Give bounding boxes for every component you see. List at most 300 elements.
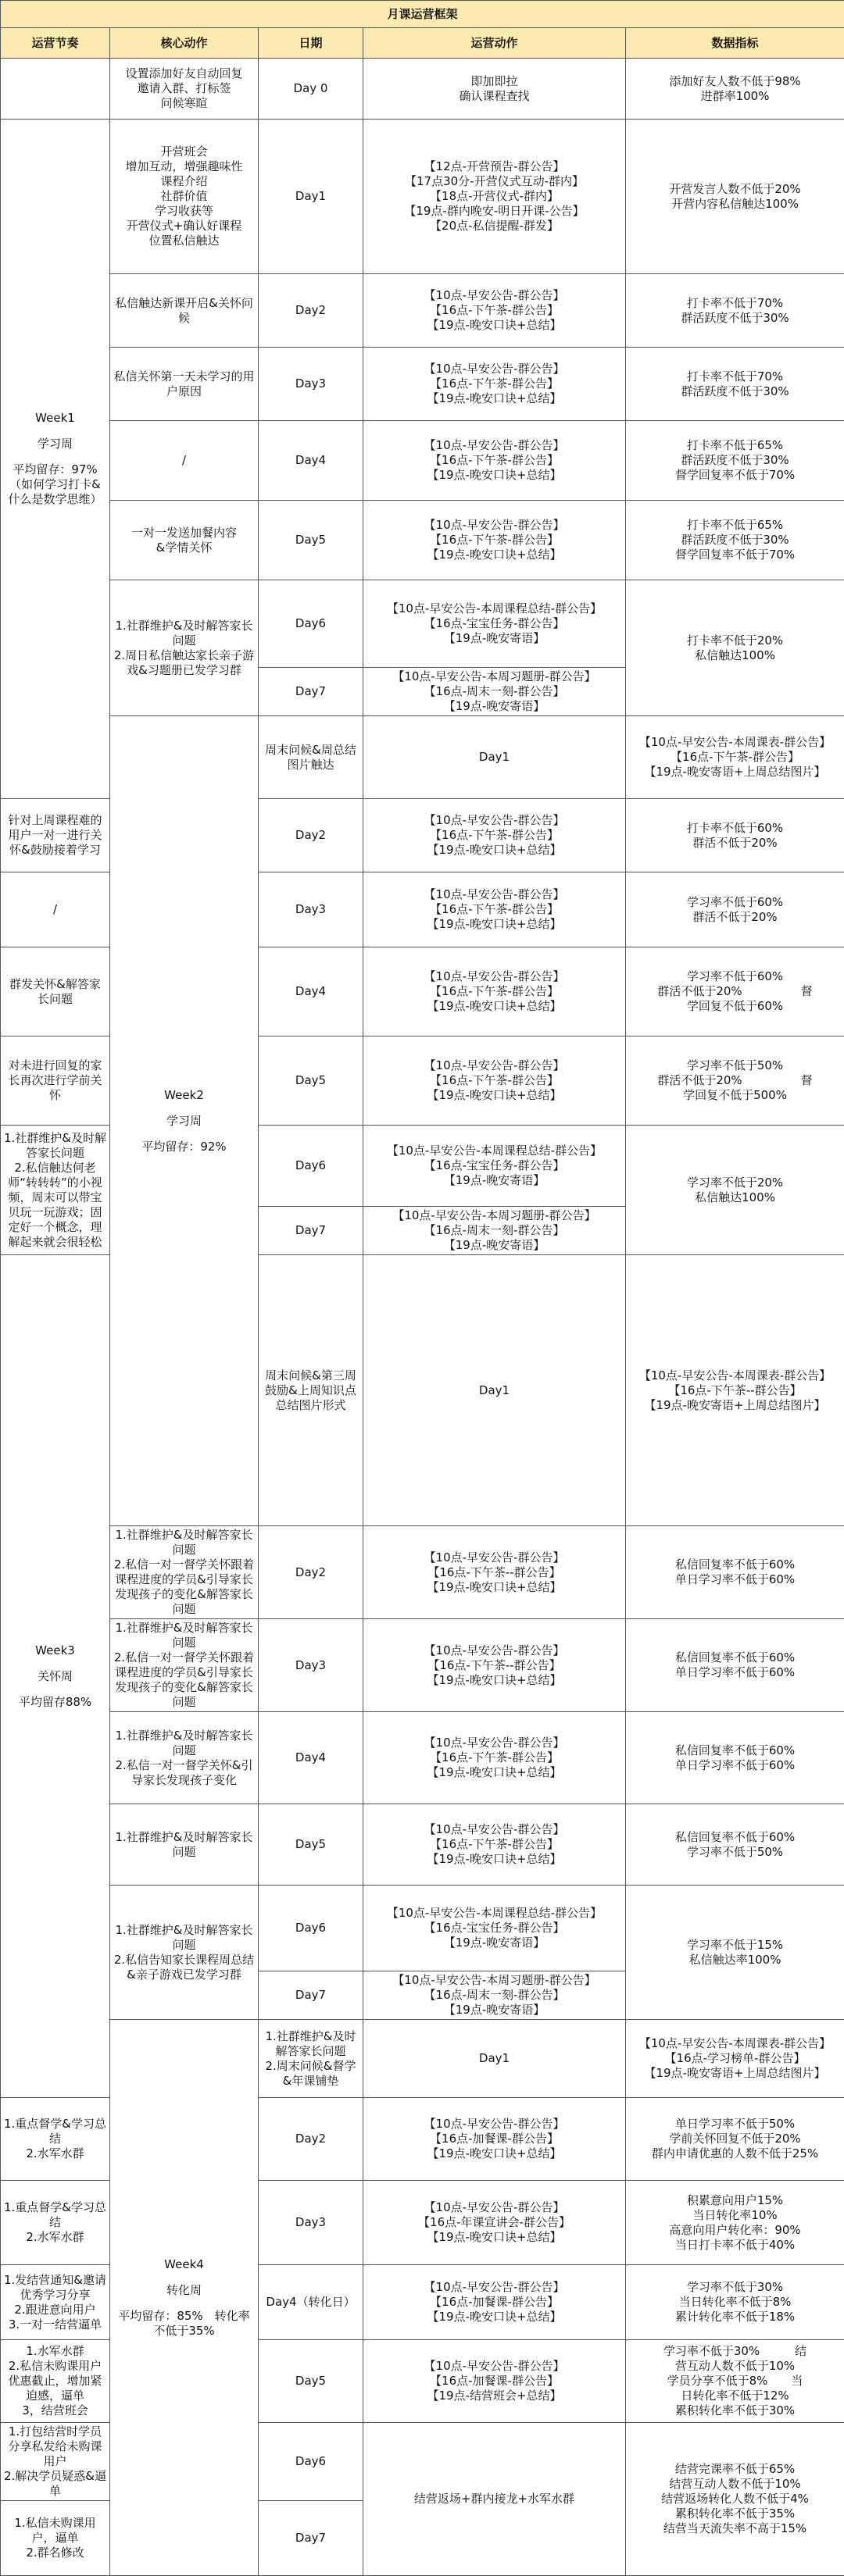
cell-line: 2.私信一对一督学关怀&引导家长发现孩子变化	[113, 1758, 255, 1788]
header-core-action: 核心动作	[110, 28, 259, 59]
stage-name: 学习周	[38, 437, 73, 451]
cell-line: 周末问候&周总结图片触达	[262, 743, 359, 772]
date-cell: Day4	[259, 1712, 363, 1804]
cell-line: 1.重点督学&学习总结	[4, 2200, 106, 2230]
cell-line: 学习率不低于50%	[629, 1845, 841, 1860]
core-action-cell	[110, 59, 259, 120]
cell-line: 【16点-下午茶-群公告】	[367, 902, 622, 917]
cell-line: 【16点-下午茶--群公告】	[629, 1383, 841, 1398]
cell-line: 2.私信告知家长课程周总结&亲子游戏已发学习群	[113, 1953, 255, 1982]
date-cell: Day7	[259, 1207, 363, 1255]
cell-line: 学习率不低于60%	[629, 969, 841, 984]
cell-line: 群活不低于20%	[629, 836, 841, 851]
operation-action-cell	[363, 1804, 626, 1886]
cell-line: 【19点-晚安口诀+总结】	[367, 1580, 622, 1595]
table-row	[1, 1804, 844, 1886]
core-action-cell	[1, 947, 110, 1036]
kpi-cell	[626, 59, 844, 120]
cell-line: 【19点-晚安口诀+总结】	[367, 548, 622, 562]
core-action-cell	[110, 1619, 259, 1712]
date-cell: Day5	[259, 501, 363, 580]
operation-action-cell	[363, 1971, 626, 2020]
cell-line: 【19点-晚安口诀+总结】	[367, 1852, 622, 1867]
cell-line: 1.社群维护&及时解答家长问题	[4, 1131, 106, 1161]
cell-line: 学回复不低于500%	[629, 1088, 841, 1103]
header-row	[1, 28, 844, 59]
cell-line: 1.社群维护&及时解答家长问题	[113, 1528, 255, 1557]
operation-action-cell	[363, 120, 626, 274]
cell-line: 当日转化率10%	[629, 2208, 841, 2223]
cell-line: 【10点-早安公告-本周课程总结-群公告】	[367, 601, 622, 616]
cell-line: 1.社群维护&及时解答家长问题	[113, 1830, 255, 1860]
cell-line: 私信触达100%	[629, 1190, 841, 1205]
cell-line: 【16点-宝宝任务-群公告】	[367, 1158, 622, 1173]
cell-line: 【19点-晚安口诀+总结】	[367, 843, 622, 858]
cell-line: 【10点-早安公告-本周习题册-群公告】	[367, 1973, 622, 1988]
kpi-cell	[626, 2181, 844, 2265]
cell-line: 【10点-早安公告-群公告】	[367, 1550, 622, 1565]
date-cell: Day3	[259, 348, 363, 421]
cell-line: 【16点-下午茶-群公告】	[367, 828, 622, 843]
cell-line: 添加好友人数不低于98%	[629, 74, 841, 89]
cell-line: 【10点-早安公告-群公告】	[367, 2359, 622, 2374]
cell-line: 群活不低于20% 督	[629, 984, 841, 999]
kpi-cell	[626, 348, 844, 421]
cell-line: 私信回复率不低于60%	[629, 1650, 841, 1665]
cell-line: 课程介绍	[113, 174, 255, 189]
date-cell: Day6	[259, 580, 363, 668]
cell-line: 累积转化率不低于30%	[629, 2403, 841, 2418]
cell-line: 【16点-周末一刻-群公告】	[367, 684, 622, 699]
cell-line: 私信触达100%	[629, 648, 841, 663]
kpi-cell	[626, 1712, 844, 1804]
core-action-cell	[1, 2265, 110, 2340]
cell-line: 问候寒暄	[113, 96, 255, 111]
date-cell: Day4（转化日）	[259, 2265, 363, 2340]
core-action-cell	[1, 2501, 110, 2576]
core-action-cell	[110, 274, 259, 348]
core-action-cell	[110, 421, 259, 501]
cell-line: 【16点-周末一刻-群公告】	[367, 1223, 622, 1238]
header-stage: 运营节奏	[1, 28, 110, 59]
cell-line: 对未进行回复的家长再次进行学前关怀	[4, 1058, 106, 1103]
operation-action-cell	[363, 872, 626, 947]
cell-line: 【19点-结营班会+总结】	[367, 2389, 622, 2403]
date-cell: Day3	[259, 872, 363, 947]
core-action-cell	[110, 120, 259, 274]
date-cell: Day6	[259, 1886, 363, 1971]
cell-line: 私信回复率不低于60%	[629, 1557, 841, 1572]
cell-line: 私信触达新课开启&关怀问候	[113, 296, 255, 326]
kpi-cell	[626, 1804, 844, 1886]
core-action-cell	[259, 2020, 363, 2098]
cell-line: /	[4, 902, 106, 917]
operation-action-cell	[363, 2181, 626, 2265]
cell-line: 单日学习率不低于60%	[629, 1572, 841, 1587]
cell-line: 【16点-下午茶-群公告】	[367, 1073, 622, 1088]
cell-line: 【19点-晚安寄语】	[367, 1173, 622, 1188]
operation-action-cell	[363, 668, 626, 716]
cell-line: 3，结营班会	[4, 2403, 106, 2418]
cell-line: 当日转化率不低于8%	[629, 2295, 841, 2310]
cell-line: 1.社群维护&及时解答家长问题	[113, 1923, 255, 1953]
cell-line: 私信回复率不低于60%	[629, 1830, 841, 1845]
cell-line: 【16点-下午茶--群公告】	[367, 1658, 622, 1673]
title-row	[1, 1, 844, 28]
stage-week: Week2	[164, 1088, 204, 1103]
cell-line: 【16点-宝宝任务-群公告】	[367, 1921, 622, 1936]
cell-line: 学习率不低于60%	[629, 895, 841, 910]
operation-action-cell	[626, 1255, 844, 1526]
date-cell: Day2	[259, 274, 363, 348]
core-action-cell	[110, 1886, 259, 2020]
stage-retention: 平均留存：97%（如何学习打卡&什么是数学思维）	[4, 462, 106, 507]
cell-line: 设置添加好友自动回复	[113, 66, 255, 81]
core-action-cell	[1, 872, 110, 947]
cell-line: 【19点-晚安口诀+总结】	[367, 468, 622, 483]
cell-line: 单日学习率不低于60%	[629, 1758, 841, 1773]
core-action-cell	[110, 348, 259, 421]
date-cell: Day3	[259, 2181, 363, 2265]
table-row	[1, 501, 844, 580]
cell-line: 【19点-群内晚安-明日开课-公告】	[367, 204, 622, 219]
operation-action-cell	[363, 1207, 626, 1255]
cell-line: 2.周末问候&督学&年课铺垫	[262, 2059, 359, 2089]
cell-line: 邀请入群、打标签	[113, 81, 255, 96]
cell-line: 【19点-晚安口诀+总结】	[367, 2146, 622, 2161]
cell-line: 【16点-周末一刻-群公告】	[367, 1988, 622, 2003]
operation-action-cell	[363, 501, 626, 580]
cell-line: 【16点-下午茶-群公告】	[367, 1750, 622, 1765]
stage-cell	[1, 120, 110, 799]
table-row	[1, 274, 844, 348]
cell-line: 打卡率不低于20%	[629, 633, 841, 648]
cell-line: 群活跃度不低于30%	[629, 533, 841, 548]
cell-line: 位置私信触达	[113, 234, 255, 248]
table-row	[1, 120, 844, 274]
cell-line: 即加即拉	[367, 74, 622, 89]
stage-week: Week3	[35, 1643, 75, 1658]
cell-line: 【10点-早安公告-群公告】	[367, 1822, 622, 1837]
stage-block	[4, 411, 106, 507]
cell-line: 学习率不低于30% 结	[629, 2344, 841, 2359]
core-action-cell	[1, 1126, 110, 1255]
cell-line: 【19点-晚安寄语+上周总结图片】	[629, 2066, 841, 2081]
date-cell: Day4	[259, 947, 363, 1036]
cell-line: 2.私信一对一督学关怀跟着课程进度的学员&引导家长发现孩子的变化&解答家长问题	[113, 1650, 255, 1710]
cell-line: 【10点-早安公告-本周习题册-群公告】	[367, 669, 622, 684]
cell-line: 【16点-下午茶--群公告】	[367, 1565, 622, 1580]
cell-line: 打卡率不低于70%	[629, 296, 841, 311]
cell-line: 群发关怀&解答家长问题	[4, 977, 106, 1007]
cell-line: 2.解决学员疑惑&逼单	[4, 2469, 106, 2499]
stage-name: 学习周	[166, 1114, 202, 1129]
table-row	[1, 2020, 844, 2098]
operation-action-cell	[363, 2265, 626, 2340]
cell-line: 社群价值	[113, 189, 255, 204]
cell-line: 2.水军水群	[4, 2230, 106, 2245]
operation-action-cell	[363, 1886, 626, 1971]
operation-action-cell	[363, 2340, 626, 2423]
table-row	[1, 348, 844, 421]
kpi-cell	[626, 799, 844, 872]
date-cell: Day2	[259, 799, 363, 872]
kpi-cell	[626, 1619, 844, 1712]
cell-line: 【18点-开营仪式-群内】	[367, 189, 622, 204]
date-cell: Day2	[259, 2098, 363, 2181]
table-row	[1, 1526, 844, 1619]
cell-line: 1.水军水群	[4, 2344, 106, 2359]
cell-line: 【19点-晚安口诀+总结】	[367, 2310, 622, 2324]
stage-cell-empty	[1, 59, 110, 120]
cell-line: 1.重点督学&学习总结	[4, 2117, 106, 2146]
header-operation-action: 运营动作	[363, 28, 626, 59]
date-cell: Day7	[259, 1971, 363, 2020]
cell-line: 【19点-晚安口诀+总结】	[367, 1765, 622, 1780]
cell-line: 2.私信触达何老师“转转转”的小视频，周末可以带宝贝玩一玩游戏；固定好一个概念，理解起来就会很轻松	[4, 1161, 106, 1250]
stage-block	[113, 1088, 255, 1154]
date-cell: Day5	[259, 1804, 363, 1886]
cell-line: 【16点-下午茶-群公告】	[367, 533, 622, 548]
kpi-cell	[626, 1886, 844, 2020]
cell-line: 督学回复率不低于70%	[629, 468, 841, 483]
date-cell: Day1	[363, 2020, 626, 2098]
kpi-cell	[626, 421, 844, 501]
cell-line: 进群率100%	[629, 89, 841, 104]
operation-action-cell	[363, 1036, 626, 1126]
cell-line: 结营互动人数不低于10%	[629, 2477, 841, 2492]
stage-cell	[110, 716, 259, 1526]
table-body	[1, 59, 844, 2576]
table-row	[1, 1886, 844, 1971]
cell-line: 2.跟进意向用户	[4, 2303, 106, 2317]
cell-line: 【16点-宝宝任务-群公告】	[367, 616, 622, 631]
cell-line: 增加互动，增强趣味性	[113, 159, 255, 174]
cell-line: 2.水军水群	[4, 2146, 106, 2161]
cell-line: 【19点-晚安寄语+上周总结图片】	[629, 1398, 841, 1413]
cell-line: 【19点-晚安口诀+总结】	[367, 391, 622, 406]
cell-line: 【16点-下午茶-群公告】	[367, 1837, 622, 1852]
operation-action-cell	[363, 1526, 626, 1619]
cell-line: 【10点-早安公告-本周习题册-群公告】	[367, 1208, 622, 1223]
date-cell: Day4	[259, 421, 363, 501]
cell-line: 【16点-下午茶-群公告】	[367, 984, 622, 999]
sheet-title: 月课运营框架	[1, 1, 844, 28]
table-row	[1, 59, 844, 120]
table-row	[1, 580, 844, 668]
cell-line: 累计转化率不低于18%	[629, 2310, 841, 2324]
table-row	[1, 716, 844, 799]
cell-line: 【10点-早安公告-群公告】	[367, 518, 622, 533]
stage-name: 关怀周	[38, 1669, 73, 1684]
table-row	[1, 421, 844, 501]
cell-line: 【10点-早安公告-群公告】	[367, 1643, 622, 1658]
core-action-cell	[259, 716, 363, 799]
cell-line: 【19点-晚安寄语】	[367, 699, 622, 714]
cell-line: 当日打卡率不低于40%	[629, 2238, 841, 2253]
cell-line: 【10点-早安公告-群公告】	[367, 887, 622, 902]
stage-name: 转化周	[166, 2283, 202, 2298]
cell-line: 营互动人数不低于10%	[629, 2359, 841, 2374]
kpi-cell	[626, 1036, 844, 1126]
kpi-cell	[626, 872, 844, 947]
cell-line: 群活不低于20%	[629, 910, 841, 925]
cell-line: 【10点-早安公告-本周课程总结-群公告】	[367, 1906, 622, 1921]
date-cell: Day7	[259, 668, 363, 716]
operation-action-cell	[363, 1712, 626, 1804]
cell-line: 周末问候&第三周鼓励&上周知识点总结图片形式	[262, 1368, 359, 1413]
kpi-cell	[626, 1126, 844, 1255]
cell-line: 【16点-加餐课-群公告】	[367, 2374, 622, 2389]
header-date: 日期	[259, 28, 363, 59]
cell-line: 1.社群维护&及时解答家长问题	[113, 1729, 255, 1758]
stage-block	[4, 1643, 106, 1710]
date-cell: Day 0	[259, 59, 363, 120]
cell-line: 【10点-早安公告-群公告】	[367, 2280, 622, 2295]
cell-line: 【16点-加餐课-群公告】	[367, 2132, 622, 2146]
table-row	[1, 1712, 844, 1804]
operation-action-cell	[363, 1619, 626, 1712]
core-action-cell	[110, 1526, 259, 1619]
date-cell: Day2	[259, 1526, 363, 1619]
cell-line: 1.社群维护&及时解答家长问题	[113, 1621, 255, 1650]
cell-line: 3.一对一结营逼单	[4, 2317, 106, 2332]
cell-line: 【10点-早安公告-本周课表-群公告】	[629, 1368, 841, 1383]
operation-action-cell	[363, 947, 626, 1036]
cell-line: 学习率不低于30%	[629, 2280, 841, 2295]
cell-line: 【19点-晚安寄语】	[367, 631, 622, 646]
operation-action-cell	[363, 2098, 626, 2181]
table-row	[1, 1619, 844, 1712]
cell-line: 结营当天流失率不高于15%	[629, 2521, 841, 2536]
cell-line: 2.群名修改	[4, 2546, 106, 2560]
cell-line: 【16点-加餐课-群公告】	[367, 2295, 622, 2310]
stage-block	[113, 2257, 255, 2339]
operation-action-cell	[363, 799, 626, 872]
cell-line: 日转化率不低于12%	[629, 2389, 841, 2403]
cell-line: 结营完课率不低于65%	[629, 2462, 841, 2477]
cell-line: 结营返场转化人数不低于4%	[629, 2492, 841, 2506]
stage-retention: 平均留存：85% 转化率不低于35%	[113, 2309, 255, 2339]
cell-line: 【16点-下午茶-群公告】	[367, 376, 622, 391]
operation-action-cell	[363, 1126, 626, 1207]
cell-line: 累积转化率不低于35%	[629, 2506, 841, 2521]
operation-action-cell	[363, 580, 626, 668]
cell-line: 群活跃度不低于30%	[629, 453, 841, 468]
cell-line: 开营内容私信触达100%	[629, 197, 841, 212]
kpi-cell	[626, 580, 844, 716]
date-cell: Day6	[259, 2423, 363, 2501]
cell-line: 学习率不低于15%	[629, 1938, 841, 1953]
cell-line: 群内申请优惠的人数不低于25%	[629, 2146, 841, 2161]
kpi-cell	[626, 2265, 844, 2340]
cell-line: &学情关怀	[113, 541, 255, 555]
cell-line: 【10点-早安公告-群公告】	[367, 813, 622, 828]
operation-action-cell	[626, 716, 844, 799]
cell-line: 1.社群维护&及时解答家长问题	[113, 619, 255, 648]
cell-line: 一对一发送加餐内容	[113, 526, 255, 541]
cell-line: 单日学习率不低于60%	[629, 1665, 841, 1680]
cell-line: 打卡率不低于60%	[629, 821, 841, 836]
stage-cell	[1, 1255, 110, 2098]
date-cell: Day1	[363, 1255, 626, 1526]
cell-line: 【10点-早安公告-群公告】	[367, 969, 622, 984]
cell-line: 积累意向用户15%	[629, 2193, 841, 2208]
core-action-cell	[1, 2098, 110, 2181]
cell-line: 【16点-下午茶-群公告】	[629, 750, 841, 765]
kpi-cell	[626, 120, 844, 274]
cell-line: 单日学习率不低于50%	[629, 2117, 841, 2132]
cell-line: /	[113, 453, 255, 468]
cell-line: 【19点-晚安寄语】	[367, 2003, 622, 2018]
cell-line: 【20点-私信提醒-群发】	[367, 219, 622, 234]
kpi-cell	[626, 501, 844, 580]
cell-line: 【16点-学习榜单-群公告】	[629, 2051, 841, 2066]
date-cell: Day1	[363, 716, 626, 799]
cell-line: 1.打包结营时学员分享私发给未购课用户	[4, 2424, 106, 2469]
cell-line: 【10点-早安公告-本周课表-群公告】	[629, 735, 841, 750]
core-action-cell	[110, 1804, 259, 1886]
kpi-cell	[626, 947, 844, 1036]
cell-line: 针对上周课程难的用户一对一进行关怀&鼓励接着学习	[4, 813, 106, 858]
cell-line: 打卡率不低于70%	[629, 369, 841, 384]
cell-line: 【10点-早安公告-群公告】	[367, 288, 622, 303]
core-action-cell	[1, 2423, 110, 2501]
cell-line: 群活不低于20% 督	[629, 1073, 841, 1088]
cell-line: 私信触达率100%	[629, 1953, 841, 1968]
stage-cell	[110, 2020, 259, 2576]
cell-line: 打卡率不低于65%	[629, 438, 841, 453]
kpi-cell	[626, 2098, 844, 2181]
cell-line: 学习率不低于20%	[629, 1176, 841, 1190]
operation-action-cell	[363, 348, 626, 421]
cell-line: 【10点-早安公告-群公告】	[367, 1058, 622, 1073]
kpi-cell	[626, 1526, 844, 1619]
header-kpi: 数据指标	[626, 28, 844, 59]
core-action-cell	[110, 1712, 259, 1804]
cell-line: 学习率不低于50%	[629, 1058, 841, 1073]
cell-line: 【19点-晚安口诀+总结】	[367, 2230, 622, 2245]
cell-line: 【19点-晚安口诀+总结】	[367, 917, 622, 932]
cell-line: 群活跃度不低于30%	[629, 384, 841, 399]
cell-line: 1.发结营通知&邀请优秀学习分享	[4, 2273, 106, 2303]
cell-line: 【16点-下午茶-群公告】	[367, 303, 622, 318]
date-cell: Day7	[259, 2501, 363, 2576]
cell-line: 【17点30分-开营仪式互动-群内】	[367, 174, 622, 189]
cell-line: 【19点-晚安寄语】	[367, 1936, 622, 1950]
stage-retention: 平均留存：92%	[141, 1140, 226, 1154]
operation-action-cell	[626, 2020, 844, 2098]
operation-action-cell	[363, 2423, 626, 2576]
cell-line: 开营班会	[113, 144, 255, 159]
stage-week: Week4	[164, 2257, 204, 2272]
stage-retention: 平均留存88%	[19, 1695, 91, 1710]
cell-line: 【10点-早安公告-本周课表-群公告】	[629, 2036, 841, 2051]
cell-line: 学前关怀回复不低于20%	[629, 2132, 841, 2146]
operation-action-cell	[363, 274, 626, 348]
cell-line: 【16点-年课宣讲会-群公告】	[367, 2215, 622, 2230]
cell-line: 打卡率不低于65%	[629, 518, 841, 533]
date-cell: Day6	[259, 1126, 363, 1207]
cell-line: 【10点-早安公告-本周课程总结-群公告】	[367, 1144, 622, 1158]
cell-line: 【10点-早安公告-群公告】	[367, 2117, 622, 2132]
cell-line: 2.私信一对一督学关怀跟着课程进度的学员&引导家长发现孩子的变化&解答家长问题	[113, 1557, 255, 1617]
cell-line: 【12点-开营预告-群公告】	[367, 159, 622, 174]
cell-line: 开营发言人数不低于20%	[629, 182, 841, 197]
date-cell: Day1	[259, 120, 363, 274]
cell-line: 高意向用户转化率：90%	[629, 2223, 841, 2238]
cell-line: 【19点-晚安寄语+上周总结图片】	[629, 765, 841, 780]
